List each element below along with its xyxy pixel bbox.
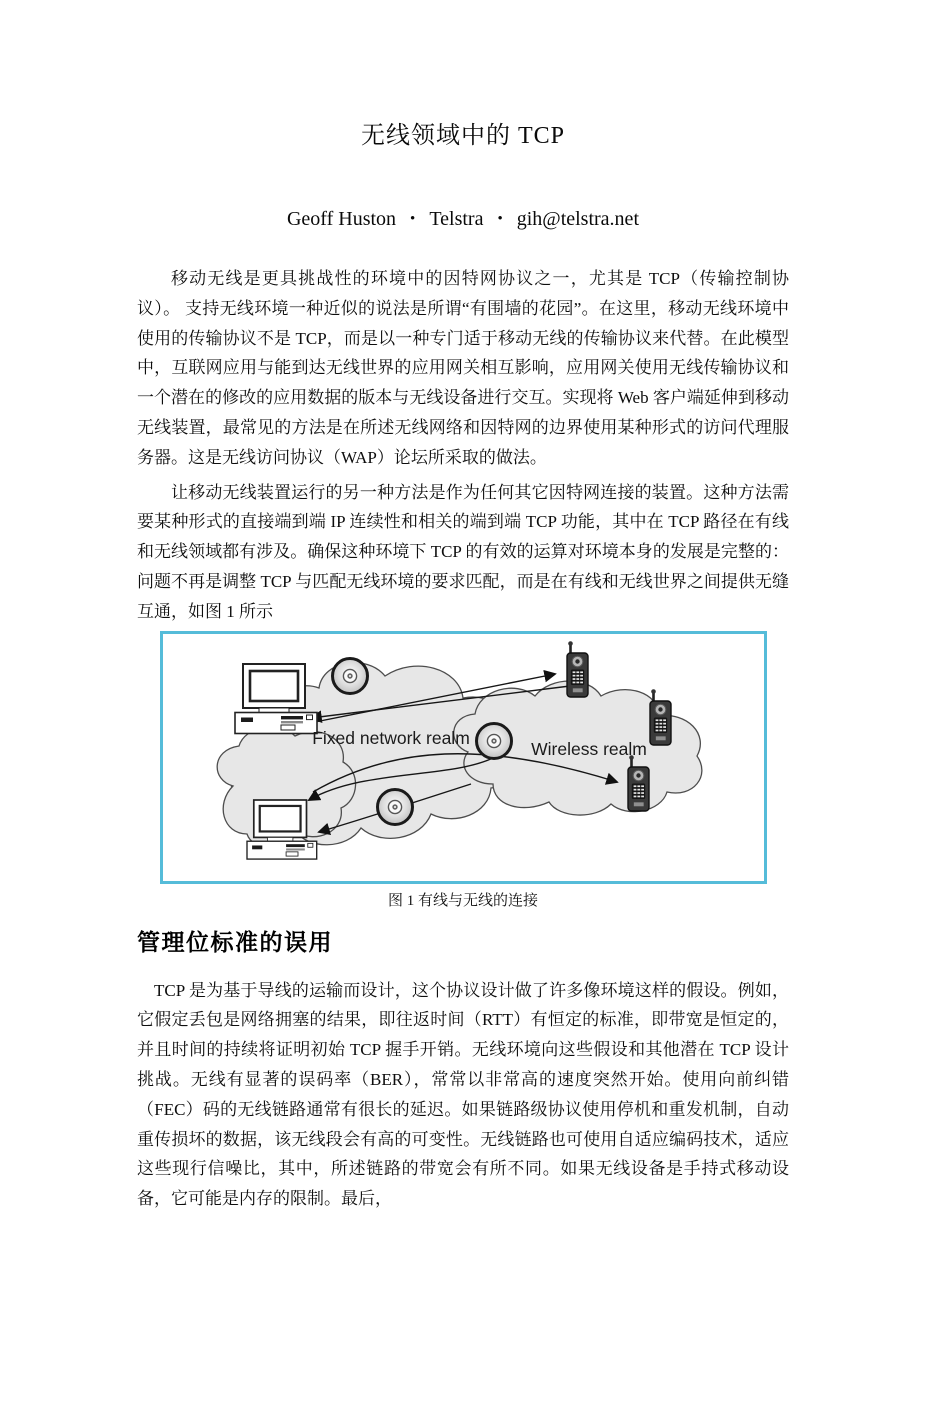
author-separator: • — [497, 211, 503, 227]
author-separator: • — [410, 211, 416, 227]
wireless-realm-label: Wireless realm — [530, 738, 647, 759]
router-disc-icon — [476, 723, 511, 758]
fixed-realm-label: Fixed network realm — [311, 727, 470, 748]
paragraph: TCP 是为基于导线的运输而设计，这个协议设计做了许多像环境这样的假设。例如，它假定丢包是网络拥塞的结果，即往返时间（RTT）有恒定的标准，即带宽是恒定的，并且时间的持续将证明初始 TCP 握手开销。无线环境向这些假设和其他潜在 TCP 设计挑战。无线有显著的误码率（BER），常常以非常高的速度突然开始。使用向前纠错（FEC）码的无线链路通常有很长的延迟。如果链路级协议使用停机和重发机制，自动重传损坏的数据，该无线段会有高的可变性。无线链路也可使用自适应编码技术，适应这些现行信噪比，其中，所述链路的带宽会有所不同。如果无线设备是手持式移动设备，它可能是内存的限制。最后， — [137, 980, 789, 1209]
figure-caption: 图 1 有线与无线的连接 — [387, 892, 538, 909]
author-name: Geoff Huston — [286, 208, 397, 230]
desktop-computer-icon — [235, 664, 317, 734]
mobile-phone-icon — [650, 689, 671, 745]
author-line — [137, 205, 789, 233]
page-title: 无线领域中的 TCP — [360, 123, 565, 149]
document-page — [137, 119, 789, 1214]
desktop-computer-icon — [247, 800, 317, 859]
author-organization: Telstra — [429, 208, 484, 230]
figure-1 — [137, 631, 789, 911]
network-diagram — [163, 634, 764, 881]
paragraph: 让移动无线装置运行的另一种方法是作为任何其它因特网连接的装置。这种方法需要某种形式的直接端到端 IP 连续性和相关的端到端 TCP 功能，其中在 TCP 路径在有线和无线领域都有涉及。确保这种环境下 TCP 的有效的运算对环境本身的发展是完整的：问题不再是调整 TCP 与匹配无线环境的要求匹配，而是在有线和无线世界之间提供无缝互通，如图 1 所示 — [137, 482, 789, 621]
author-email: gih@telstra.net — [516, 208, 639, 230]
paragraph: 移动无线是更具挑战性的环境中的因特网协议之一，尤其是 TCP（传输控制协议）。 支持无线环境一种近似的说法是所谓“有围墙的花园”。在这里，移动无线环境中使用的传输协议不是 TCP，而是以一种专门适于移动无线的传输协议来代替。在此模型中，互联网应用与能到达无线世界的应用网关相互影响，应用网关使用无线传输协议和一个潜在的修改的应用数据的版本与无线设备进行交互。实现将 Web 客户端延伸到移动无线装置，最常见的方法是在所述无线网络和因特网的边界使用某种形式的访问代理服务器。这是无线访问协议（WAP）论坛所采取的做法。 — [137, 269, 789, 467]
section-heading: 管理位标准的误用 — [137, 928, 333, 955]
router-disc-icon — [377, 789, 412, 824]
router-disc-icon — [332, 658, 367, 693]
mobile-phone-icon — [567, 641, 588, 697]
figure-frame — [160, 631, 767, 884]
